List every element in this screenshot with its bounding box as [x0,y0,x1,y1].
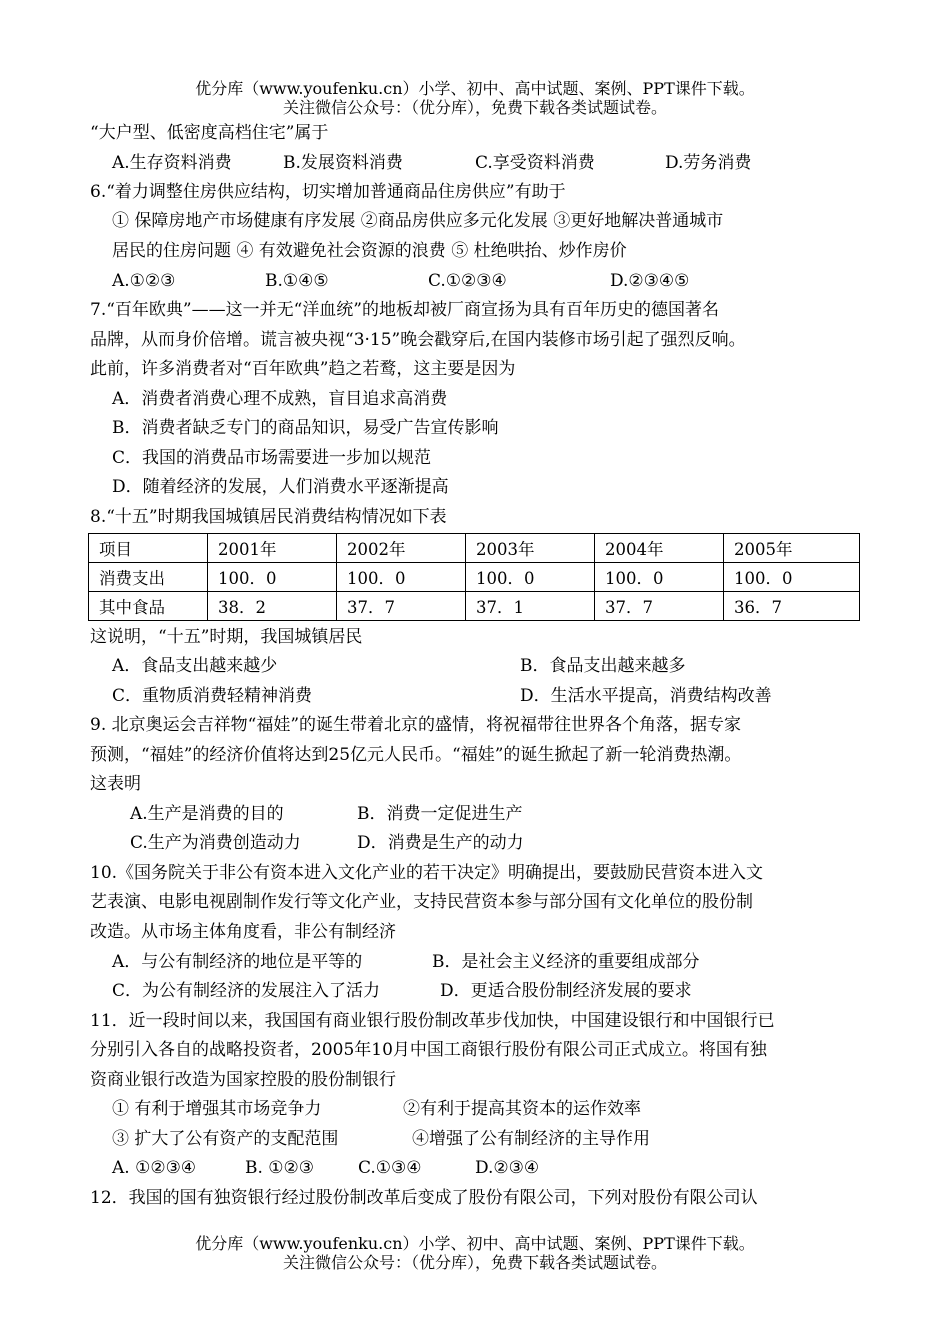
q8-option-d: D．生活水平提高，消费结构改善 [520,686,772,706]
q11-option-a: A. ①②③④ [112,1158,197,1178]
table-cell: 37．1 [466,592,595,621]
q5-option-a: A.生存资料消费 [112,153,232,173]
q10-stem-line-2: 艺表演、电影电视剧制作发行等文化产业，支持民营资本参与部分国有文化单位的股份制 [90,892,753,912]
table-cell: 消费支出 [89,563,208,592]
q11-option-d: D.②③④ [475,1158,540,1178]
table-cell: 37．7 [595,592,724,621]
q9-option-d: D．消费是生产的动力 [357,833,524,853]
q11-stem-line-2: 分别引入各自的战略投资者，2005年10月中国工商银行股份有限公司正式成立。将国有独 [90,1040,767,1060]
q11-item-4: ④增强了公有制经济的主导作用 [412,1129,650,1149]
q7-stem-line-3: 此前，许多消费者对“百年欧典”趋之若鹜，这主要是因为 [90,359,516,379]
q6-option-a: A.①②③ [112,271,176,291]
table-header-cell: 2005年 [724,534,860,563]
q11-item-1: ① 有利于增强其市场竞争力 [112,1099,322,1119]
q9-option-c: C.生产为消费创造动力 [130,833,301,853]
q8-option-b: B．食品支出越来越多 [520,656,686,676]
table-header-cell: 2003年 [466,534,595,563]
q8-stem: 8.“十五”时期我国城镇居民消费结构情况如下表 [90,507,447,527]
q5-option-d: D.劳务消费 [665,153,752,173]
q11-item-3: ③ 扩大了公有资产的支配范围 [112,1129,339,1149]
table-cell: 100．0 [595,563,724,592]
table-header-row [89,534,860,563]
q9-stem-line-1: 9. 北京奥运会吉祥物“福娃”的诞生带着北京的盛情，将祝福带往世界各个角落，据专家 [90,715,742,735]
q7-stem-line-2: 品牌，从而身价倍增。谎言被央视“3·15”晚会戳穿后,在国内装修市场引起了强烈反响。 [90,330,746,350]
q7-option-b: B．消费者缺乏专门的商品知识，易受广告宣传影响 [112,418,499,438]
footer-line-2: 关注微信公众号：（优分库），免费下载各类试题试卷。 [282,1253,667,1272]
table-cell: 37．7 [337,592,466,621]
q6-items-line-2: 居民的住房问题 ④ 有效避免社会资源的浪费 ⑤ 杜绝哄抬、炒作房价 [112,241,627,261]
q7-option-c: C．我国的消费品市场需要进一步加以规范 [112,448,432,468]
q5-stem: “大户型、低密度高档住宅”属于 [90,123,329,143]
q6-option-d: D.②③④⑤ [610,271,690,291]
q7-stem-line-1: 7.“百年欧典”——这一并无“洋血统”的地板却被厂商宣扬为具有百年历史的德国著名 [90,300,719,320]
q11-stem-line-1: 11．近一段时间以来，我国国有商业银行股份制改革步伐加快，中国建设银行和中国银行已 [90,1011,775,1031]
header-line-2: 关注微信公众号：（优分库），免费下载各类试题试卷。 [282,98,667,117]
q9-option-a: A.生产是消费的目的 [130,804,284,824]
header-line-1: 优分库（www.youfenku.cn）小学、初中、高中试题、案例、PPT课件下载。 [195,79,755,98]
q10-option-c: C．为公有制经济的发展注入了活力 [112,981,381,1001]
table-header-cell: 2002年 [337,534,466,563]
table-header-cell: 项目 [89,534,208,563]
q10-option-d: D．更适合股份制经济发展的要求 [440,981,692,1001]
q8-option-a: A．食品支出越来越少 [112,656,278,676]
q5-option-b: B.发展资料消费 [283,153,403,173]
q10-option-b: B．是社会主义经济的重要组成部分 [432,952,700,972]
q5-option-c: C.享受资料消费 [475,153,595,173]
q6-option-c: C.①②③④ [428,271,507,291]
q6-stem: 6.“着力调整住房供应结构，切实增加普通商品住房供应”有助于 [90,182,566,202]
q11-item-2: ②有利于提高其资本的运作效率 [403,1099,641,1119]
q9-option-b: B．消费一定促进生产 [357,804,523,824]
q11-stem-line-3: 资商业银行改造为国家控股的股份制银行 [90,1070,396,1090]
table-cell: 100．0 [337,563,466,592]
table-header-cell: 2004年 [595,534,724,563]
q6-items-line-1: ① 保障房地产市场健康有序发展 ②商品房供应多元化发展 ③更好地解决普通城市 [112,211,724,231]
q9-stem-line-3: 这表明 [90,774,141,794]
q9-stem-line-2: 预测，“福娃”的经济价值将达到25亿元人民币。“福娃”的诞生掀起了新一轮消费热潮。 [90,745,742,765]
table-cell: 36．7 [724,592,860,621]
q12-stem-line-1: 12．我国的国有独资银行经过股份制改革后变成了股份有限公司，下列对股份有限公司认 [90,1188,758,1208]
q7-option-d: D．随着经济的发展，人们消费水平逐渐提高 [112,477,449,497]
q11-option-b: B. ①②③ [245,1158,315,1178]
table-cell: 38．2 [208,592,337,621]
q8-after-text: 这说明，“十五”时期，我国城镇居民 [90,627,363,647]
q8-option-c: C．重物质消费轻精神消费 [112,686,313,706]
q10-option-a: A．与公有制经济的地位是平等的 [112,952,363,972]
table-cell: 100．0 [208,563,337,592]
table-cell: 其中食品 [89,592,208,621]
table-cell: 100．0 [466,563,595,592]
q6-option-b: B.①④⑤ [265,271,329,291]
q10-stem-line-1: 10.《国务院关于非公有资本进入文化产业的若干决定》明确提出，要鼓励民营资本进入文 [90,863,764,883]
table-header-cell: 2001年 [208,534,337,563]
consumption-table [88,533,860,621]
table-row [89,563,860,592]
table-row [89,592,860,621]
q11-option-c: C.①③④ [358,1158,422,1178]
q10-stem-line-3: 改造。从市场主体角度看，非公有制经济 [90,922,396,942]
q7-option-a: A．消费者消费心理不成熟，盲目追求高消费 [112,389,448,409]
table-cell: 100．0 [724,563,860,592]
footer-line-1: 优分库（www.youfenku.cn）小学、初中、高中试题、案例、PPT课件下载。 [195,1234,755,1253]
